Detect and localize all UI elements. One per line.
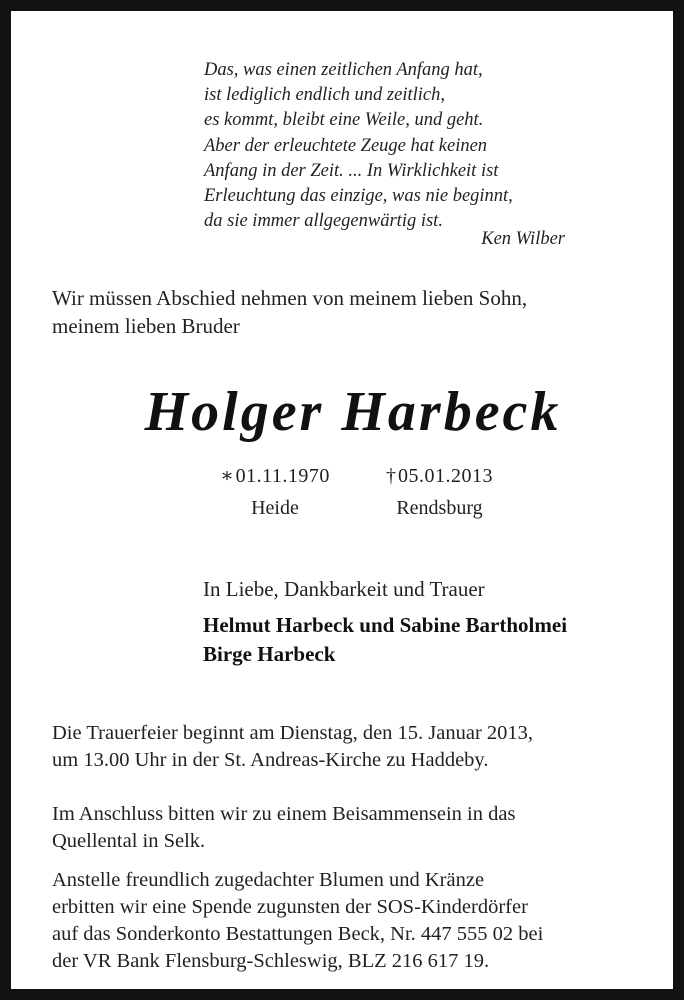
quote-author: Ken Wilber [481,229,565,249]
quote-line: Aber der erleuchtete Zeuge hat keinen [204,135,488,156]
obituary-notice [22,22,662,978]
death-info [372,460,507,524]
quote-line: da sie immer allgegenwärtig ist. [204,211,443,232]
death-date: 05.01.2013 [398,465,493,487]
service-line: Die Trauerfeier beginnt am Dienstag, den 15. Januar 2013, [52,722,534,744]
farewell-line: Wir müssen Abschied nehmen von meinem lieben Sohn, [52,286,528,310]
mourner-names: Helmut Harbeck und Sabine Bartholmei [203,613,568,637]
farewell-intro [52,284,664,340]
donation-line: auf das Sonderkonto Bestattungen Beck, Nr. 447 555 02 bei [52,923,544,945]
quote-block [204,58,624,234]
donation-paragraph [52,867,656,975]
farewell-line: meinem lieben Bruder [52,314,240,338]
birth-info [210,460,340,524]
deceased-name: Holger Harbeck [144,381,562,443]
death-cross-icon: † [386,465,396,487]
reception-line: Quellental in Selk. [52,830,206,852]
birth-place: Heide [251,497,299,519]
mourners-block [203,575,673,669]
mourners-intro: In Liebe, Dankbarkeit und Trauer [203,577,485,601]
service-line: um 13.00 Uhr in der St. Andreas-Kirche zu Haddeby. [52,749,489,771]
quote-line: es kommt, bleibt eine Weile, und geht. [204,110,484,131]
birth-date: 01.11.1970 [235,465,330,487]
service-paragraph [52,720,656,774]
mourner-names: Birge Harbeck [203,642,336,666]
quote-line: Anfang in der Zeit. ... In Wirklichkeit ist [204,160,499,181]
donation-line: der VR Bank Flensburg-Schleswig, BLZ 216 617 19. [52,950,490,972]
quote-line: Das, was einen zeitlichen Anfang hat, [204,60,483,80]
quote-line: Erleuchtung das einzige, was nie beginnt, [204,186,513,207]
reception-line: Im Anschluss bitten wir zu einem Beisammensein in das [52,803,516,825]
death-place: Rendsburg [396,497,483,519]
birth-star-icon: ∗ [220,465,234,487]
quote-line: ist lediglich endlich und zeitlich, [204,85,445,106]
donation-line: erbitten wir eine Spende zugunsten der SOS-Kinderdörfer [52,896,528,918]
donation-line: Anstelle freundlich zugedachter Blumen und Kränze [52,869,485,891]
reception-paragraph [52,801,656,855]
